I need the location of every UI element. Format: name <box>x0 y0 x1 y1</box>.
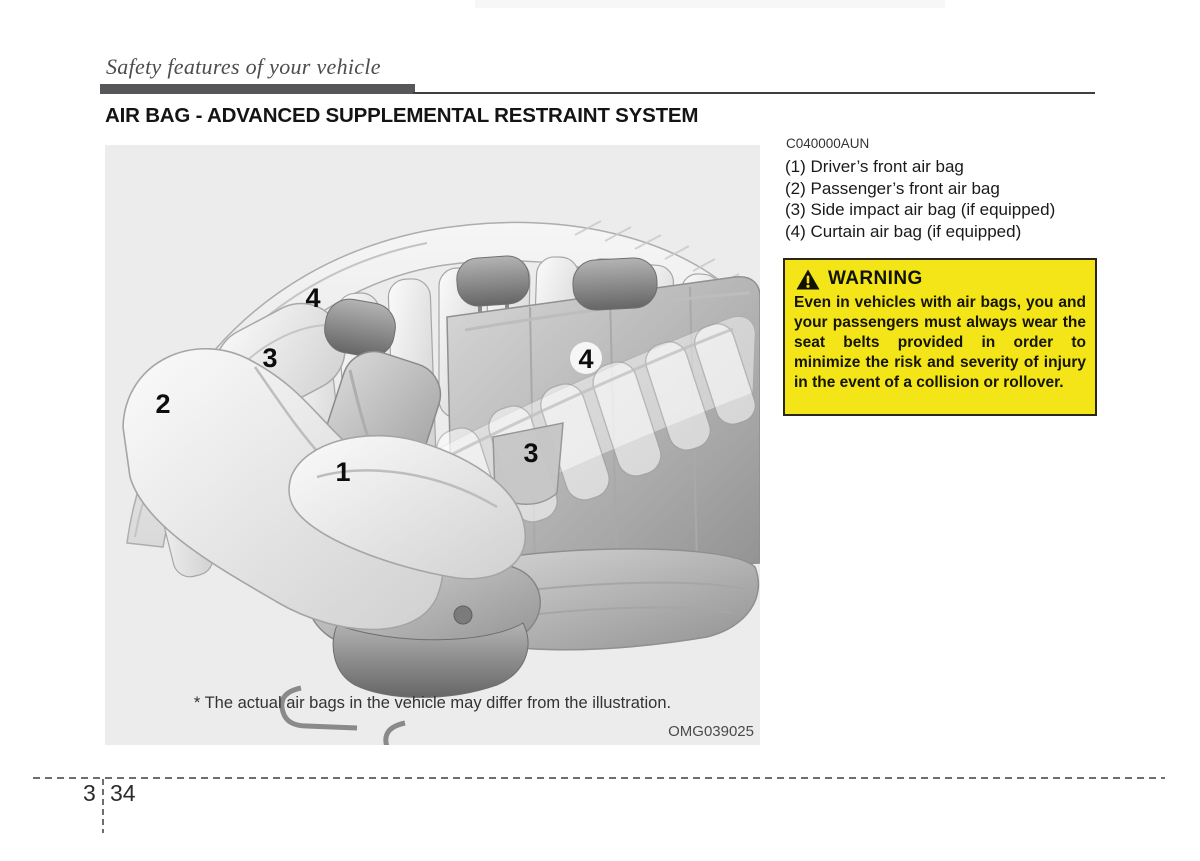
figure-code: OMG039025 <box>668 723 754 740</box>
footer-dashed-rule <box>33 777 1165 779</box>
scan-artifact-band <box>475 0 945 8</box>
callout-curtain-right: 4 <box>578 344 594 374</box>
list-item: (1) Driver’s front air bag <box>785 157 964 176</box>
figure-illustration <box>105 145 760 745</box>
header-thick-bar <box>100 84 415 94</box>
callout-driver-bag: 1 <box>335 457 351 487</box>
list-item: (3) Side impact air bag (if equipped) <box>785 200 1056 219</box>
callout-passenger-bag: 2 <box>155 389 171 419</box>
warning-text: Even in vehicles with air bags, you and your passengers must always wear the seat belts provided in order to minimize the risk and severity of injury in the event of a collision or rollover. <box>794 294 1086 391</box>
airbag-list <box>785 156 1115 242</box>
figure-caption: * The actual air bags in the vehicle may differ from the illustration. <box>193 694 672 712</box>
warning-box <box>783 258 1097 416</box>
chapter-header: Safety features of your vehicle <box>106 54 381 79</box>
warning-header <box>796 268 1086 290</box>
warning-triangle-icon <box>796 269 820 290</box>
callout-side-rear: 3 <box>523 438 539 468</box>
footer-chapter-number: 3 <box>83 780 96 806</box>
list-item: (4) Curtain air bag (if equipped) <box>785 221 1022 241</box>
page-title: AIR BAG - ADVANCED SUPPLEMENTAL RESTRAINT SYSTEM <box>105 104 699 127</box>
footer-page-number: 34 <box>110 780 136 806</box>
list-item: (2) Passenger’s front air bag <box>785 178 1000 198</box>
section-code: C040000AUN <box>786 136 870 151</box>
footer-dashed-divider <box>102 779 104 833</box>
warning-label: WARNING <box>828 268 923 289</box>
header-thin-rule <box>413 92 1095 94</box>
callout-curtain-left: 4 <box>305 283 321 313</box>
airbag-figure <box>105 145 760 745</box>
callout-side-front: 3 <box>262 343 278 373</box>
